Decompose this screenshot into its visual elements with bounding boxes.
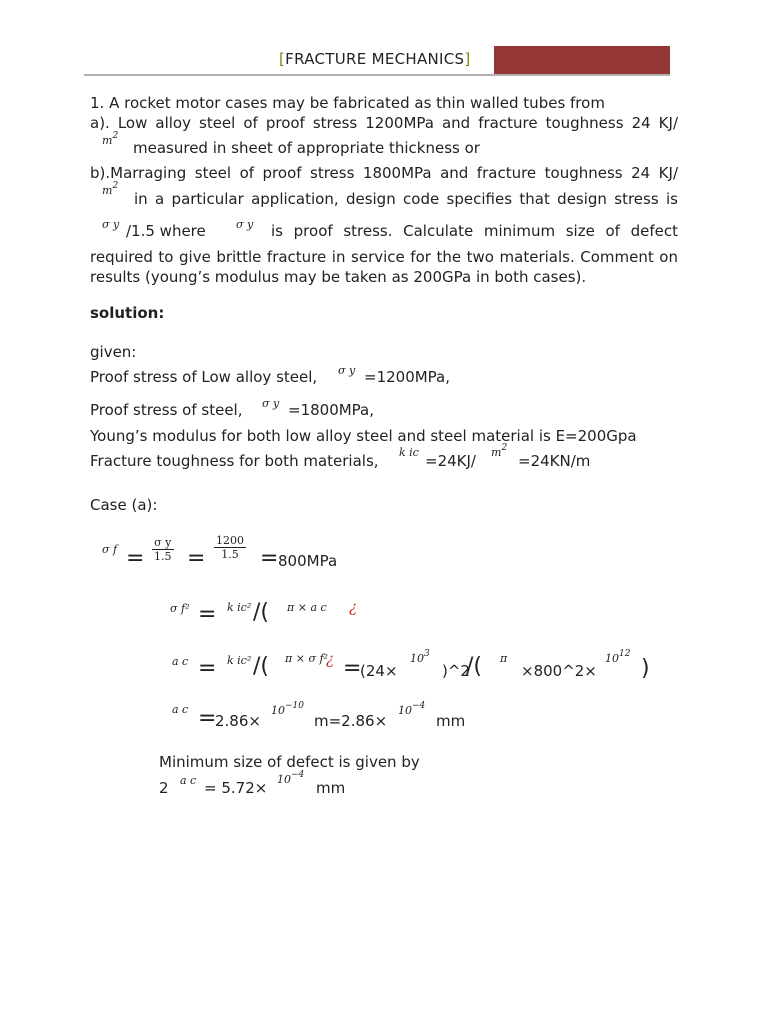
problem-line-6a: /1.5 where (126, 222, 206, 240)
eq3-tail: ¿ (326, 650, 335, 668)
eq3-exp-2: $10^{12}$ (605, 649, 631, 665)
eq3-pi: π (500, 652, 508, 665)
problem-line-1: 1. A rocket motor cases may be fabricated as thin walled tubes from (90, 94, 605, 112)
eq2-rhs: k ic² (227, 601, 252, 614)
eq3-inner: π × σ f² (285, 652, 328, 665)
sigma-y-symbol-4: σ y (262, 397, 280, 410)
conclusion-text: Minimum size of defect is given by (159, 753, 420, 771)
sigma-y-symbol-1: σ y (102, 218, 120, 231)
case-a-label: Case (a): (90, 496, 158, 514)
eq2-equals: = (198, 602, 217, 627)
given-3: Young’s modulus for both low alloy steel and steel material is E=200Gpa (90, 427, 637, 445)
eq1-result: 800MPa (278, 552, 338, 570)
problem-line-4: b).Marraging steel of proof stress 1800MPa and fracture toughness 24 KJ/ (90, 164, 678, 182)
m2-unit-a: $m^2$ (102, 131, 119, 147)
eq1-fraction-2: $\frac{1200}{1.5}$ (216, 534, 244, 561)
given-4-value-2: =24KN/m (518, 452, 591, 470)
eq1-sigma-f: σ f (102, 543, 118, 556)
eq2-tail: ¿ (349, 598, 358, 616)
eq2-lhs: σ f² (170, 602, 190, 615)
problem-line-8: results (young’s modulus may be taken as 200GPa in both cases). (90, 268, 587, 286)
final-ac: a c (180, 774, 197, 787)
problem-line-7: required to give brittle fracture in service for the two materials. Comment on (90, 248, 678, 266)
eq3-rhs: k ic² (227, 654, 252, 667)
final-value: = 5.72× (204, 779, 268, 797)
final-prefix: 2 (159, 779, 169, 797)
eq1-fraction-1: $\frac{\text{σ y}}{1.5}$ (154, 536, 172, 563)
header-title (279, 50, 471, 68)
header-open-bracket: [ (279, 50, 286, 68)
eq4-exp-1: $10^{-10}$ (271, 701, 304, 717)
eq4-exp-2: $10^{-4}$ (398, 701, 426, 717)
final-unit: mm (316, 779, 346, 797)
problem-line-6b: is proof stress. Calculate minimum size of defect (271, 222, 678, 240)
eq3-divide-open-2: /( (466, 654, 482, 679)
eq1-equals-2: = (187, 546, 206, 571)
problem-line-3: measured in sheet of appropriate thickness or (133, 139, 480, 157)
problem-line-5: in a particular application, design code specifies that design stress is (134, 190, 678, 208)
header-rule (84, 74, 670, 76)
k-ic-symbol: k ic (399, 446, 419, 459)
eq3-equals: = (198, 656, 217, 681)
eq2-divide-open: /( (253, 600, 269, 625)
eq4-value-2: m=2.86× (314, 712, 388, 730)
given-2-value: =1800MPa, (288, 401, 375, 419)
eq3-divide-open: /( (253, 654, 269, 679)
final-exp: $10^{-4}$ (277, 770, 305, 786)
eq3-part-2: )^2 (442, 662, 470, 680)
eq4-lhs: a c (172, 703, 189, 716)
sigma-y-symbol-3: σ y (338, 364, 356, 377)
header-color-bar (494, 46, 670, 74)
m2-unit-b: $m^2$ (102, 181, 119, 197)
eq4-equals: = (198, 706, 217, 731)
given-2-label: Proof stress of steel, (90, 401, 243, 419)
header-title-text: FRACTURE MECHANICS (285, 50, 465, 68)
eq3-lhs: a c (172, 655, 189, 668)
eq3-part-3: ×800^2× (521, 662, 597, 680)
given-1-value: =1200MPa, (364, 368, 451, 386)
eq2-inner: π × a c (287, 601, 327, 614)
given-4-value-1: =24KJ/ (425, 452, 476, 470)
sigma-y-symbol-2: σ y (236, 218, 254, 231)
given-4-label: Fracture toughness for both materials, (90, 452, 379, 470)
eq1-equals-1: = (126, 546, 145, 571)
eq3-exp-1: $10^3$ (410, 649, 430, 665)
header-close-bracket: ] (464, 50, 471, 68)
eq3-close-paren: ) (641, 656, 650, 681)
eq3-equals-2: = (343, 656, 362, 681)
eq4-value-1: 2.86× (215, 712, 261, 730)
solution-heading: solution: (90, 304, 165, 322)
eq1-equals-3: = (260, 546, 279, 571)
eq3-part-1: (24× (360, 662, 398, 680)
given-label: given: (90, 343, 137, 361)
eq4-unit: mm (436, 712, 466, 730)
problem-line-2: a). Low alloy steel of proof stress 1200MPa and fracture toughness 24 KJ/ (90, 114, 678, 132)
given-1-label: Proof stress of Low alloy steel, (90, 368, 318, 386)
m2-unit-c: $m^2$ (491, 443, 508, 459)
